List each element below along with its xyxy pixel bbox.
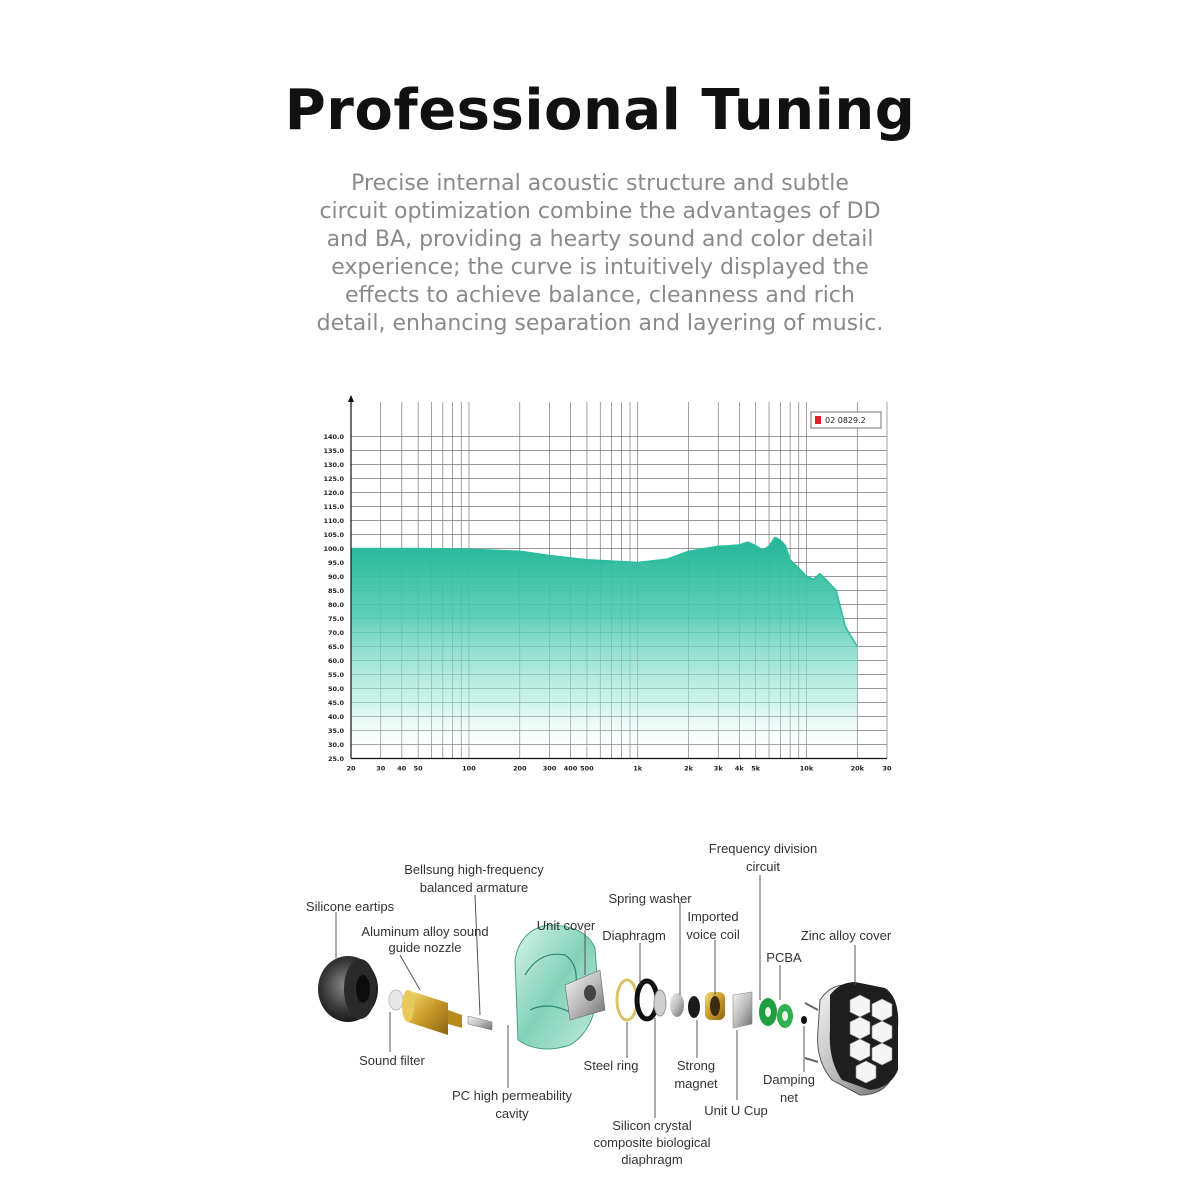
callout-unit-cover: Unit cover xyxy=(536,918,596,933)
callout-cavity-line2: cavity xyxy=(495,1106,529,1121)
callout-magnet-line1: Strong xyxy=(676,1058,716,1073)
spring-washer xyxy=(670,993,684,1017)
y-tick-label: 25.0 xyxy=(327,754,344,763)
description-line: effects to achieve balance, cleanness and rich xyxy=(345,283,855,308)
y-tick-label: 40.0 xyxy=(327,712,344,721)
callout-u-cup: Unit U Cup xyxy=(704,1103,768,1118)
y-tick-label: 130.0 xyxy=(323,460,344,469)
x-tick-label: 40 xyxy=(397,764,407,773)
callout-ba-line2: balanced armature xyxy=(419,880,529,895)
silicon-crystal-diaphragm xyxy=(654,990,666,1016)
balanced-armature xyxy=(468,1016,492,1030)
y-tick-label: 115.0 xyxy=(323,502,344,511)
x-tick-label: 1k xyxy=(633,764,643,773)
x-tick-label: 300 xyxy=(542,764,557,773)
callout-diaphragm: Diaphragm xyxy=(602,928,666,943)
callout-silicon-line3: diaphragm xyxy=(621,1152,683,1167)
callout-magnet-line2: magnet xyxy=(674,1076,718,1091)
y-tick-label: 50.0 xyxy=(327,684,344,693)
zinc-alloy-cover xyxy=(805,982,898,1095)
y-tick-label: 90.0 xyxy=(327,572,344,581)
callout-nozzle-line2: guide nozzle xyxy=(388,940,462,955)
y-tick-label: 35.0 xyxy=(327,726,344,735)
y-tick-label: 100.0 xyxy=(323,544,344,553)
callout-voice-coil-line1: Imported xyxy=(687,909,739,924)
y-tick-label: 45.0 xyxy=(327,698,344,707)
page-title: Professional Tuning xyxy=(284,78,916,143)
y-tick-label: 75.0 xyxy=(327,614,344,623)
y-tick-label: 95.0 xyxy=(327,558,344,567)
x-tick-label: 200 xyxy=(512,764,527,773)
callout-damping-line1: Damping xyxy=(762,1072,816,1087)
callout-nozzle-line1: Aluminum alloy sound xyxy=(361,924,489,939)
callout-damping-line2: net xyxy=(779,1090,799,1105)
silicone-eartip xyxy=(318,956,378,1022)
steel-ring xyxy=(617,980,637,1020)
x-tick-label: 50 xyxy=(413,764,423,773)
x-tick-label: 400 xyxy=(563,764,578,773)
description-line: Precise internal acoustic structure and subtle xyxy=(351,171,849,196)
description-line: circuit optimization combine the advantages of DD xyxy=(319,199,881,224)
pcba-ring xyxy=(777,1004,793,1028)
y-tick-label: 135.0 xyxy=(323,446,344,455)
pcba-board xyxy=(759,998,777,1026)
unit-u-cup xyxy=(733,992,752,1028)
callout-frequency-line2: circuit xyxy=(746,859,780,874)
x-tick-label: 500 xyxy=(580,764,594,773)
callout-cavity-line1: PC high permeability xyxy=(452,1088,572,1103)
callout-silicon-line2: composite biological xyxy=(593,1135,711,1150)
sound-filter xyxy=(389,990,403,1010)
strong-magnet xyxy=(688,996,700,1018)
y-tick-label: 30.0 xyxy=(327,740,344,749)
x-tick-label: 3k xyxy=(713,764,723,773)
y-tick-label: 65.0 xyxy=(327,642,344,651)
y-tick-label: 85.0 xyxy=(327,586,344,595)
voice-coil xyxy=(705,992,725,1020)
description-line: and BA, providing a hearty sound and color detail xyxy=(326,227,874,252)
x-tick-label: 4k xyxy=(734,764,744,773)
callout-steel-ring: Steel ring xyxy=(583,1058,639,1073)
callout-sound-filter: Sound filter xyxy=(359,1053,425,1068)
x-tick-label: 30 xyxy=(376,764,386,773)
callout-silicon-line1: Silicon crystal xyxy=(612,1118,692,1133)
x-tick-label: 100 xyxy=(462,764,476,773)
x-tick-label: 30 xyxy=(882,764,892,773)
x-tick-label: 20 xyxy=(346,764,356,773)
description-line: detail, enhancing separation and layering of music. xyxy=(316,311,884,336)
y-tick-label: 140.0 xyxy=(323,432,344,441)
y-tick-label: 120.0 xyxy=(323,488,344,497)
x-tick-label: 2k xyxy=(684,764,693,773)
x-tick-label: 10k xyxy=(799,764,814,773)
y-tick-label: 105.0 xyxy=(323,530,344,539)
callout-voice-coil-line2: voice coil xyxy=(686,927,740,942)
y-tick-label: 55.0 xyxy=(327,670,344,679)
y-tick-label: 80.0 xyxy=(327,600,344,609)
y-tick-label: 125.0 xyxy=(323,474,344,483)
callout-spring-washer: Spring washer xyxy=(608,891,692,906)
callout-zinc-cover: Zinc alloy cover xyxy=(800,928,892,943)
callout-pcba: PCBA xyxy=(766,950,802,965)
damping-net xyxy=(801,1016,807,1024)
y-tick-label: 60.0 xyxy=(327,656,344,665)
x-tick-label: 20k xyxy=(850,764,864,773)
callout-silicone-eartips: Silicone eartips xyxy=(305,899,395,914)
callout-frequency-line1: Frequency division xyxy=(708,841,818,856)
legend-label: 02 0829.2 xyxy=(825,416,866,425)
callout-ba-line1: Bellsung high-frequency xyxy=(404,862,544,877)
description-line: experience; the curve is intuitively displayed the xyxy=(331,255,869,280)
x-tick-label: 5k xyxy=(751,764,761,773)
guide-nozzle xyxy=(402,990,462,1035)
y-tick-label: 70.0 xyxy=(327,628,344,637)
y-tick-label: 110.0 xyxy=(323,516,344,525)
